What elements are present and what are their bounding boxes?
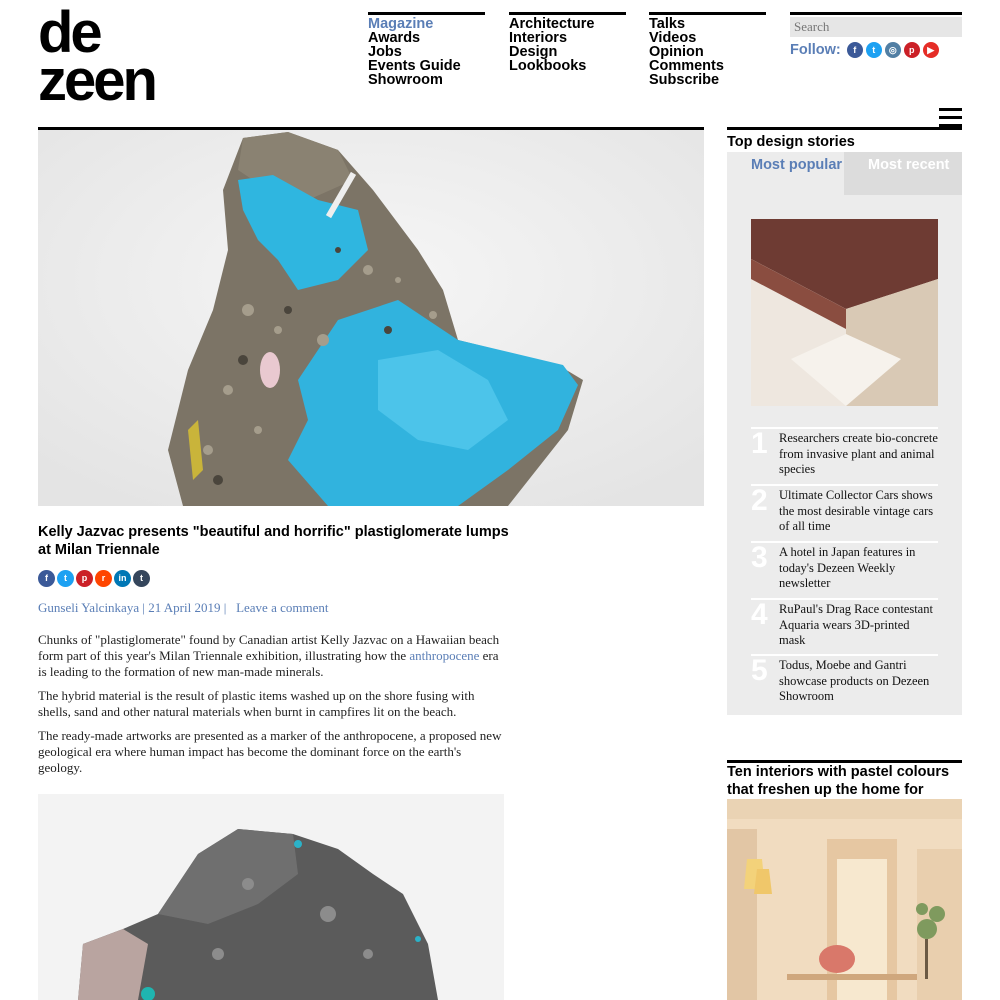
nav-column-3	[649, 12, 766, 87]
story-number: 2	[751, 484, 768, 517]
share-tumblr-icon[interactable]: t	[133, 570, 150, 587]
nav-interiors[interactable]: Interiors	[509, 30, 568, 46]
menu-icon[interactable]	[939, 108, 962, 127]
article-title: Kelly Jazvac presents "beautiful and horrific" plastiglomerate lumps at Milan Triennale	[38, 524, 509, 558]
nav-magazine[interactable]: Magazine	[368, 16, 434, 32]
feature-image-pastel-interior[interactable]	[727, 799, 962, 1000]
tab-most-popular[interactable]: Most popular	[727, 152, 845, 195]
share-bar	[38, 570, 150, 587]
instagram-icon[interactable]: ◎	[885, 42, 901, 58]
story-item[interactable]	[751, 427, 938, 481]
nav-lookbooks[interactable]: Lookbooks	[509, 58, 587, 74]
story-title[interactable]: Ultimate Collector Cars shows the most desirable vintage cars of all time	[779, 488, 934, 533]
top-stories-box	[727, 152, 962, 715]
share-linkedin-icon[interactable]: in	[114, 570, 131, 587]
share-pinterest-icon[interactable]: p	[76, 570, 93, 587]
story-number: 1	[751, 427, 768, 460]
logo-line-2: zeen	[38, 48, 155, 113]
follow-label: Follow:	[790, 42, 841, 58]
anthropocene-link[interactable]: anthropocene	[409, 648, 480, 663]
story-item[interactable]	[751, 654, 938, 708]
nav-design[interactable]: Design	[509, 44, 558, 60]
nav-awards[interactable]: Awards	[368, 30, 421, 46]
leave-comment-link[interactable]: Leave a comment	[236, 600, 329, 615]
nav-comments[interactable]: Comments	[649, 58, 724, 74]
story-title[interactable]: Researchers create bio-concrete from invasive plant and animal species	[779, 431, 938, 476]
article-body	[38, 632, 508, 784]
twitter-icon[interactable]: t	[866, 42, 882, 58]
story-title[interactable]: RuPaul's Drag Race contestant Aquaria wears 3D-printed mask	[779, 602, 933, 647]
nav-showroom[interactable]: Showroom	[368, 72, 443, 88]
story-number: 5	[751, 654, 768, 687]
nav-column-2	[509, 12, 626, 73]
nav-talks[interactable]: Talks	[649, 16, 686, 32]
byline: Gunseli Yalcinkaya | 21 April 2019 | Leave a comment	[38, 600, 329, 615]
nav-opinion[interactable]: Opinion	[649, 44, 704, 60]
publish-date: 21 April 2019	[148, 600, 221, 615]
paragraph-3: The ready-made artworks are presented as a marker of the anthropocene, a proposed new geological era where human impact has become the dominant force on the earth's geology.	[38, 728, 502, 775]
share-twitter-icon[interactable]: t	[57, 570, 74, 587]
story-number: 3	[751, 541, 768, 574]
top-story-thumbnail[interactable]	[751, 219, 938, 406]
sidebar-divider	[727, 127, 962, 130]
story-title[interactable]: A hotel in Japan features in today's Dezeen Weekly newsletter	[779, 545, 916, 590]
story-item[interactable]	[751, 541, 938, 595]
article-image-2[interactable]	[38, 794, 504, 1000]
hero-image-plastiglomerate[interactable]	[38, 130, 704, 506]
paragraph-2: The hybrid material is the result of plastic items washed up on the shore fusing with shells, sand and other natural materials when burnt in campfires lit on the beach.	[38, 688, 475, 719]
sidebar-title: Top design stories	[727, 134, 855, 150]
feature-title[interactable]: Ten interiors with pastel colours that freshen up the home for	[727, 764, 950, 798]
share-facebook-icon[interactable]: f	[38, 570, 55, 587]
paragraph-1: Chunks of "plastiglomerate" found by Canadian artist Kelly Jazvac on a Hawaiian beach form part of this year's Milan Triennale exhibition, illustrating how the anthropocene era is leading to the formation of new man-made minerals.	[38, 632, 500, 679]
story-item[interactable]	[751, 484, 938, 538]
nav-architecture[interactable]: Architecture	[509, 16, 595, 32]
story-item[interactable]	[751, 598, 938, 652]
youtube-icon[interactable]: ▶	[923, 42, 939, 58]
search-input[interactable]	[790, 17, 962, 37]
story-title[interactable]: Todus, Moebe and Gantri showcase products on Dezeen Showroom	[779, 658, 930, 703]
nav-videos[interactable]: Videos	[649, 30, 697, 46]
story-number: 4	[751, 598, 768, 631]
follow-bar	[790, 42, 939, 58]
search-box	[790, 12, 962, 37]
nav-jobs[interactable]: Jobs	[368, 44, 402, 60]
tab-most-recent[interactable]: Most recent	[844, 152, 962, 195]
nav-events-guide[interactable]: Events Guide	[368, 58, 461, 74]
author-link[interactable]: Gunseli Yalcinkaya	[38, 600, 140, 615]
facebook-icon[interactable]: f	[847, 42, 863, 58]
nav-subscribe[interactable]: Subscribe	[649, 72, 720, 88]
nav-column-1	[368, 12, 485, 87]
dezeen-logo[interactable]	[38, 0, 223, 113]
pinterest-icon[interactable]: p	[904, 42, 920, 58]
share-reddit-icon[interactable]: r	[95, 570, 112, 587]
logo-line-1: de	[38, 0, 100, 65]
